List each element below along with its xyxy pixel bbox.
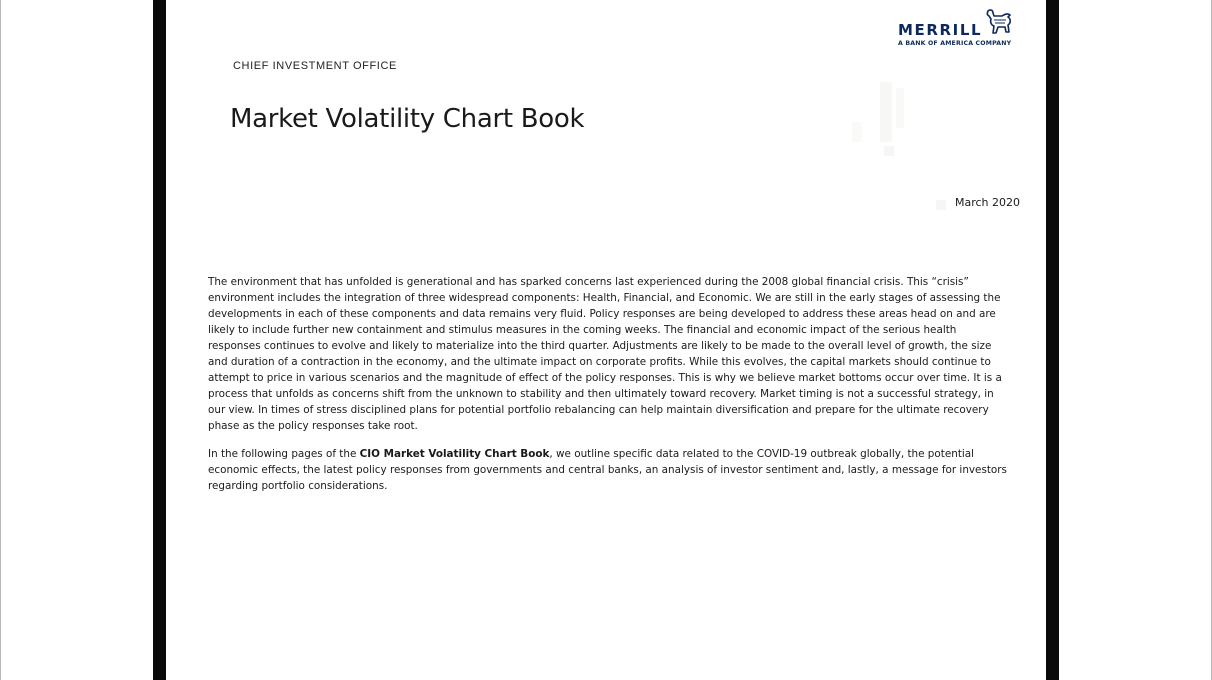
- intro-text: [208, 274, 1008, 506]
- page-frame-left: [153, 0, 166, 680]
- office-label: CHIEF INVESTMENT OFFICE: [233, 60, 397, 72]
- intro-paragraph-1: The environment that has unfolded is generational and has sparked concerns last experienced during the 2008 global financial crisis. This “crisis” environment includes the integration of three widespread components: Health, Financial, and Economic. We are still in the early stages of assessing the developments in each of these components and data remains very fluid. Policy responses are being developed to address these areas head on and are likely to include further new containment and stimulus measures in the coming weeks. The financial and economic impact of the serious health responses continues to evolve and likely to materialize into the third quarter. Adjustments are likely to be made to the overall level of growth, the size and duration of a contraction in the economy, and the ultimate impact on corporate profits. While this evolves, the capital markets should continue to attempt to price in various scenarios and the magnitude of effect of the policy responses. This is why we believe market bottoms occur over time. It is a process that unfolds as concerns shift from the unknown to stability and then ultimately toward recovery. Market timing is not a successful strategy, in our view. In times of stress disciplined plans for potential portfolio rebalancing can help maintain diversification and prepare for the ultimate recovery phase as the policy responses take root.: [208, 276, 1002, 432]
- bull-icon: [984, 8, 1014, 36]
- intro-paragraph-2: [208, 446, 1008, 494]
- paragraph-2-end: , we outline specific data related to the COVID-19 outbreak globally, the potential economic effects, the latest policy responses from governments and central banks, an analysis of investor sentiment and, lastly, a message for investors regarding portfolio considerations.: [208, 448, 1007, 492]
- report-date: March 2020: [954, 196, 1020, 209]
- logo-tagline: A BANK OF AMERICA COMPANY: [898, 40, 1012, 47]
- page-title: Market Volatility Chart Book: [230, 104, 585, 134]
- page-frame-right: [1046, 0, 1059, 680]
- logo-brand: MERRILL: [898, 21, 983, 39]
- chart-book-name: CIO Market Volatility Chart Book: [359, 448, 550, 460]
- document-page: [166, 0, 1046, 680]
- viewer-left-edge: [0, 0, 1, 680]
- paragraph-2-start: In the following pages of the: [208, 448, 360, 460]
- merrill-logo: [898, 8, 1028, 50]
